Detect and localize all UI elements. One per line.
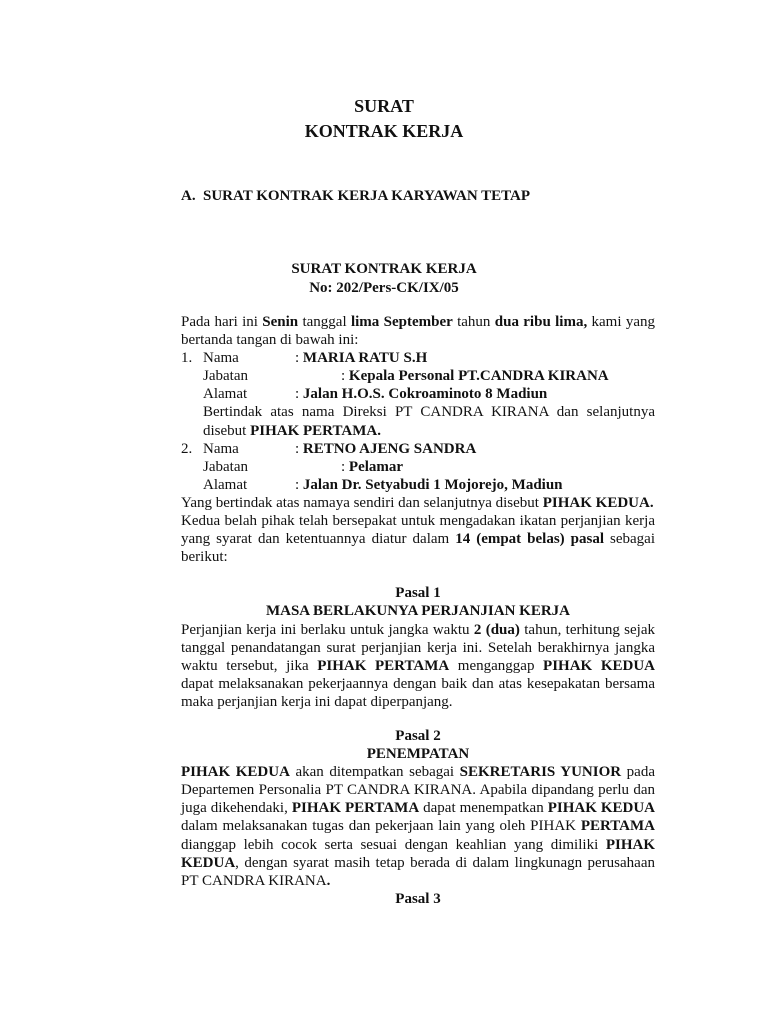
intro-year: dua ribu lima, [494, 314, 588, 330]
pasal1-subheading: MASA BERLAKUNYA PERJANJIAN KERJA [265, 603, 571, 620]
party1-number: 1. [181, 350, 193, 367]
pasal2-subheading: PENEMPATAN [366, 746, 470, 763]
party2-position-value: Pelamar [348, 458, 404, 475]
pasal2-text-4: dalam melaksanakan tugas dan pekerjaan lain yang oleh PIHAK [181, 818, 581, 835]
party1-name-row: 1. Nama : MARIA RATU S.H [181, 350, 428, 367]
pasal2-text-1: akan ditempatkan sebagai [289, 764, 460, 781]
party2-description [181, 494, 655, 512]
party2-address-value: Jalan Dr. Setyabudi 1 Mojorejo, Madiun [302, 476, 563, 493]
party1-desc-text: Bertindak atas nama Direksi PT CANDRA KIRANA dan selanjutnya disebut [203, 404, 655, 439]
pasal1-text-1: Perjanjian kerja ini berlaku untuk jangka waktu [181, 621, 474, 638]
party2-name-row: 2. Nama : RETNO AJENG SANDRA [181, 440, 477, 457]
party1-name-value: MARIA RATU S.H [302, 350, 428, 367]
pasal1-paragraph [181, 621, 655, 711]
intro-text-1: Pada hari ini [181, 314, 263, 330]
pasal2-text-5: dianggap lebih cocok serta sesuai dengan keahlian yang dimiliki [181, 836, 606, 853]
pasal1-heading: Pasal 1 [395, 585, 441, 602]
party1-address-value: Jalan H.O.S. Cokroaminoto 8 Madiun [302, 386, 548, 403]
document-body [181, 313, 655, 908]
intro-paragraph [181, 313, 655, 349]
pasal2-text-3: dapat menempatkan [419, 800, 548, 817]
intro-date: lima September [350, 314, 453, 330]
party1-position-label: Jabatan [203, 368, 248, 385]
agreement-text-1: Kedua belah pihak telah bersepakat untuk mengadakan ikatan perjanjian kerja yang syarat dan ketentuannya diatur dalam [181, 513, 655, 548]
party1-desc-bold: PIHAK PERTAMA. [250, 422, 381, 439]
pasal2-text-2: pada Departemen Personalia PT CANDRA KIRANA. Apabila dipandang perlu dan juga dikehendaki, [181, 764, 655, 817]
section-title: SURAT KONTRAK KERJA KARYAWAN TETAP [203, 188, 531, 204]
pasal1-bold-1: 2 (dua) [473, 621, 520, 638]
party2-name-value: RETNO AJENG SANDRA [302, 440, 477, 457]
pasal2-bold-3: PIHAK PERTAMA [291, 800, 420, 817]
pasal2-bold-2: SEKRETARIS YUNIOR [459, 764, 622, 781]
party1-address-label: Alamat [203, 386, 248, 403]
agreement-pasal-count: 14 (empat belas) pasal [455, 531, 605, 548]
pasal1-text-2: tahun, terhitung sejak tanggal penandatangan surat perjanjian kerja ini. Setelah berakhirnya jangka waktu tersebut, jika [181, 621, 655, 674]
intro-text-4: kami yang bertanda tangan di bawah ini: [181, 314, 656, 349]
pasal1-bold-3: PIHAK KEDUA [543, 657, 655, 674]
pasal3-heading: Pasal 3 [395, 890, 441, 907]
party1-description [181, 403, 655, 439]
party2-desc-text: Yang bertindak atas namaya sendiri dan selanjutnya disebut [181, 494, 543, 511]
document-title-line1: SURAT [354, 96, 414, 116]
pasal1-text-3: menganggap [449, 657, 544, 674]
party2-address-row: Alamat : Jalan Dr. Setyabudi 1 Mojorejo, Madiun [203, 476, 563, 493]
agreement-paragraph [181, 512, 655, 566]
pasal2-bold-1: PIHAK KEDUA [181, 764, 290, 781]
pasal2-text-6: , dengan syarat masih tetap berada di dalam lingkunagn perusahaan PT CANDRA KIRANA [181, 854, 655, 889]
party2-number: 2. [181, 440, 193, 457]
pasal2-bold-6: PIHAK KEDUA [181, 836, 655, 871]
party1-name-label: Nama [203, 350, 239, 367]
pasal2-bold-7: . [326, 872, 331, 889]
intro-day: Senin [262, 314, 299, 330]
contract-number: No: 202/Pers-CK/IX/05 [309, 280, 459, 296]
party2-desc-bold: PIHAK KEDUA. [542, 494, 654, 511]
pasal2-paragraph [181, 763, 655, 890]
pasal2-bold-4: PIHAK KEDUA [547, 800, 655, 817]
party1-position-row: Jabatan : Kepala Personal PT.CANDRA KIRANA [203, 368, 609, 385]
document-title-line2: KONTRAK KERJA [304, 121, 464, 141]
party2-name-label: Nama [203, 440, 239, 457]
pasal2-bold-5: PERTAMA [580, 818, 655, 835]
intro-text-2: tanggal [298, 314, 351, 330]
pasal1-text-4: dapat melaksanakan pekerjaannya dengan baik dan atas kesepakatan bersama maka perjanjian kerja ini dapat diperpanjang. [181, 675, 655, 710]
section-number: A. [181, 188, 196, 204]
contract-title: SURAT KONTRAK KERJA [291, 261, 477, 277]
party2-address-label: Alamat [203, 476, 248, 493]
pasal1-bold-2: PIHAK PERTAMA [317, 657, 450, 674]
party1-position-value: Kepala Personal PT.CANDRA KIRANA [348, 368, 609, 385]
party2-position-label: Jabatan [203, 458, 248, 475]
party2-position-row: Jabatan : Pelamar [203, 458, 404, 475]
party1-address-row: Alamat : Jalan H.O.S. Cokroaminoto 8 Madiun [203, 386, 548, 403]
section-heading [181, 188, 530, 205]
agreement-text-2: sebagai berikut: [181, 531, 655, 566]
pasal2-heading: Pasal 2 [395, 727, 441, 744]
intro-text-3: tahun [452, 314, 495, 330]
